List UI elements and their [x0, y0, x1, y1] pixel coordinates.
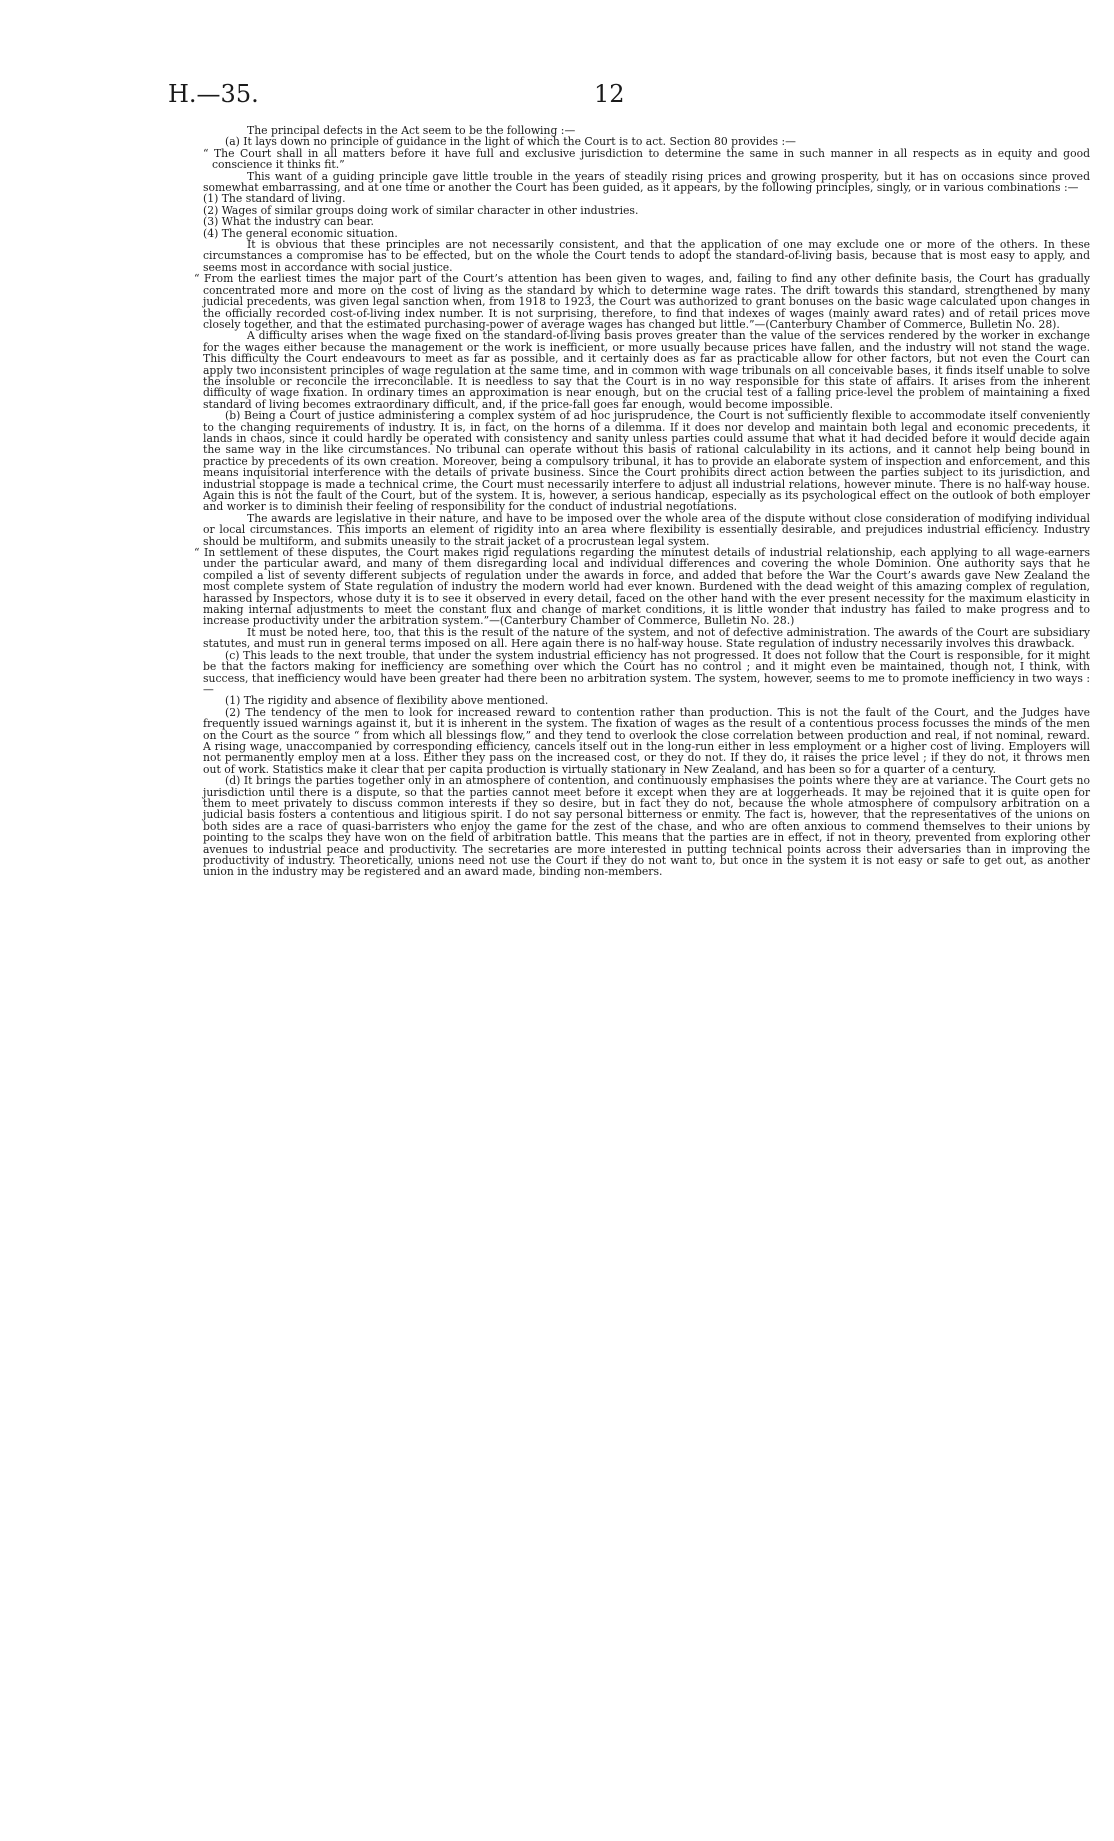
paragraph: (c) This leads to the next trouble, that under the system industrial efficiency has not progressed. It does not follow that the Court is responsible, for it might be that the factors making for inefficiency are something over which the Court has no control ; and it might even be maintained, though not, I think, with success, that inefficiency would have been greater had there been no arbitration system. The system, however, seems to me to promote inefficiency in two ways :— — [203, 648, 1090, 696]
paragraph: The principal defects in the Act seem to be the following :— — [247, 124, 576, 137]
paragraph: A difficulty arises when the wage fixed on the standard-of-living basis proves greater than the value of the services rendered by the worker in exchange for the wages either because the management or the work is inefficient, or more usually because prices have fallen, and the industry will not stand the wage. This difficulty the Court endeavours to meet as far as possible, and it certainly does as far as practicable allow for other factors, but not even the Court can apply two inconsistent principles of wage regulation at the same time, and in common with wage tribunals on all conceivable bases, it finds itself unable to solve the insoluble or reconcile the irreconcilable. It is needless to say that the Court is in no way responsible for this state of affairs. It arises from the inherent difficulty of wage fixation. In ordinary times an approximation is near enough, but on the crucial test of a falling price-level the problem of maintaining a fixed standard of living becomes extraordinary difficult, and, if the price-fall goes far enough, would become impossible. — [203, 329, 1090, 411]
block-quote: “ In settlement of these disputes, the Court makes rigid regulations regarding the minutest details of industrial relationship, each applying to all wage-earners under the particular award, and many of them disregarding local and individual differences and covering the whole Dominion. One authority says that he compiled a list of seventy different subjects of regulation under the awards in force, and added that before the War the Court’s awards gave New Zealand the most complete system of State regulation of industry the modern world had ever known. Burdened with the dead weight of this amazing complex of regulation, harassed by Inspectors, whose duty it is to see it observed in every detail, faced on the other hand with the ever present necessity for the maximum elasticity in making internal adjustments to meet the constant flux and change of market conditions, it is little wonder that industry has failed to make progress and to increase productivity under the arbitration system.”—(Canterbury Chamber of Commerce, Bulletin No. 28.) — [194, 546, 1090, 628]
paragraph: The awards are legislative in their nature, and have to be imposed over the whole area of the dispute without close consideration of modifying individual or local circumstances. This imports an element of rigidity into an area where flexibility is essentially desirable, and prejudices industrial efficiency. Industry should be multiform, and submits uneasily to the strait jacket of a procrustean legal system. — [203, 511, 1090, 548]
document-id: H.—35. — [168, 80, 259, 108]
list-item: (4) The general economic situation. — [203, 226, 398, 240]
paragraph: It is obvious that these principles are not necessarily consistent, and that the application of one may exclude one or more of the others. In these circumstances a compromise has to be effected, but on the whole the Court tends to adopt the standard-of-living basis, because that is most easy to apply, and seems most in accordance with social justice. — [203, 238, 1090, 274]
block-quote: “ From the earliest times the major part of the Court’s attention has been given to wages, and, failing to find any other definite basis, the Court has gradually concentrated more and more on the cost of living as the standard by which to determine wage rates. The drift towards this standard, strengthened by many judicial precedents, was given legal sanction when, from 1918 to 1923, the Court was authorized to grant bonuses on the basic wage calculated upon changes in the officially recorded cost-of-living index number. It is not surprising, therefore, to find that indexes of wages (mainly award rates) and of retail prices move closely together, and that the estimated purchasing-power of average wages has changed but little.”—(Canterbury Chamber of Commerce, Bulletin No. 28). — [194, 272, 1090, 331]
list-item: (1) The rigidity and absence of flexibility above mentioned. — [225, 694, 549, 708]
paragraph: (b) Being a Court of justice administering a complex system of ad hoc jurisprudence, the Court is not sufficiently flexible to accommodate itself conveniently to the changing requirements of industry. It is, in fact, on the horns of a dilemma. If it does nor develop and maintain both legal and economic precedents, it lands in chaos, since it could hardly be operated with consistency and sanity unless parties could assume that what it had decided before it would decide again the same way in the like circumstances. No tribunal can operate without this basis of rational calculability in its actions, and it cannot help being bound in practice by precedents of its own creation. Moreover, being a compulsory tribunal, it has to provide an elaborate system of inspection and enforcement, and this means inquisitorial interference with the details of private business. Since the Court prohibits direct action between the parties subject to its jurisdiction, and industrial stoppage is made a technical crime, the Court must necessarily interfere to adjust all industrial relations, however minute. There is no half-way house. Again this is not the fault of the Court, but of the system. It is, however, a serious handicap, especially as its psychological effect on the outlook of both employer and worker is to diminish their feeling of responsibility for the conduct of industrial negotiations. — [203, 409, 1090, 514]
paragraph: (a) It lays down no principle of guidance in the light of which the Court is to act. Section 80 provides :— — [225, 135, 796, 149]
page-header — [168, 80, 968, 112]
list-item: (2) The tendency of the men to look for increased reward to contention rather than production. This is not the fault of the Court, and the Judges have frequently issued warnings against it, but it is inherent in the system. The fixation of wages as the result of a contentious process focusses the minds of the men on the Court as the source “ from which all blessings flow,” and they tend to overlook the close correlation between production and real, if not nominal, reward. A rising wage, unaccompanied by corresponding efficiency, cancels itself out in the long-run either in less employment or a higher cost of living. Employers will not permanently employ men at a loss. Either they pass on the increased cost, or they do not. If they do, it raises the price level ; if they do not, it throws men out of work. Statistics make it clear that per capita production is virtually stationary in New Zealand, and has been so for a quarter of a century. — [203, 705, 1090, 776]
paragraph: (d) It brings the parties together only in an atmosphere of contention, and continuously emphasises the points where they are at variance. The Court gets no jurisdiction until there is a dispute, so that the parties cannot meet before it except when they are at loggerheads. It may be rejoined that it is quite open for them to meet privately to discuss common interests if they so desire, but in fact they do not, because the whole atmosphere of compulsory arbitration on a judicial basis fosters a contentious and litigious spirit. I do not say personal bitterness or enmity. The fact is, however, that the representatives of the unions on both sides are a race of quasi-barristers who enjoy the game for the zest of the chase, and who are often anxious to commend themselves to their unions by pointing to the scalps they have won on the field of arbitration battle. This means that the parties are in effect, if not in theory, prevented from exploring other avenues to industrial peace and productivity. The secretaries are more interested in putting technical points across their adversaries than in improving the productivity of industry. Theoretically, unions need not use the Court if they do not want to, but once in the system it is not easy or safe to get out, as another union in the industry may be registered and an award made, binding non-members. — [203, 774, 1090, 879]
page-number: 12 — [594, 80, 625, 108]
document-body — [194, 124, 1090, 879]
list-item: (1) The standard of living. — [203, 192, 346, 206]
list-item: (2) Wages of similar groups doing work of similar character in other industries. — [203, 203, 639, 217]
block-quote: “ The Court shall in all matters before it have full and exclusive jurisdiction to determine the same in such manner in all respects as in equity and good conscience it thinks fit.” — [203, 146, 1090, 172]
paragraph: This want of a guiding principle gave little trouble in the years of steadily rising prices and growing prosperity, but it has on occasions since proved somewhat embarrassing, and at one time or another the Court has been guided, as it appears, by the following principles, singly, or in various combinations :— — [203, 169, 1090, 195]
list-item: (3) What the industry can bear. — [203, 215, 374, 229]
paragraph: It must be noted here, too, that this is the result of the nature of the system, and not of defective administration. The awards of the Court are subsidiary statutes, and must run in general terms imposed on all. Here again there is no half-way house. State regulation of industry necessarily involves this drawback. — [203, 625, 1090, 651]
